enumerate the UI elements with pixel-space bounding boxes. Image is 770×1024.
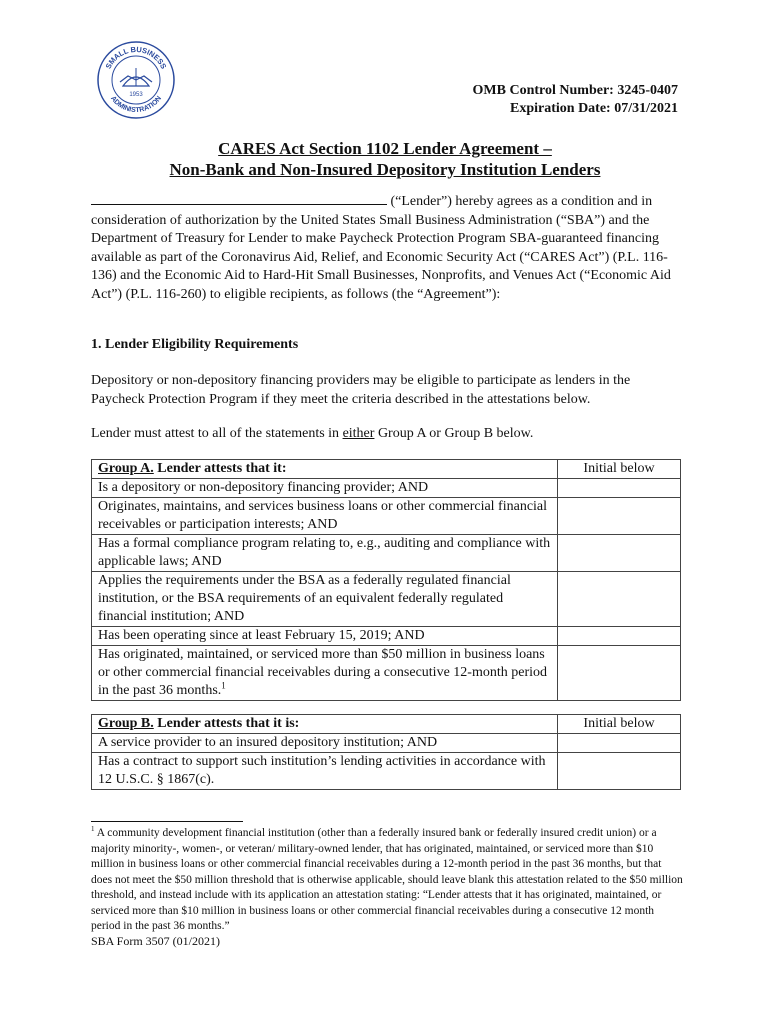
intro-paragraph [91, 192, 683, 304]
initial-field[interactable] [558, 572, 681, 627]
table-row [92, 715, 681, 734]
eligibility-paragraph: Depository or non-depository financing providers may be eligible to participate as lenders in the Paycheck Protection Program if they meet the criteria described in the attestations below. [91, 373, 631, 407]
group-a-initial-header: Initial below [558, 460, 681, 479]
group-a-item: Has been operating since at least February 15, 2019; AND [92, 627, 558, 646]
group-a-item: Is a depository or non-depository financing provider; AND [92, 479, 558, 498]
group-a-item: Applies the requirements under the BSA as a federally regulated financial institution, or the BSA requirements of an equivalent federally regulated financial institution; AND [92, 572, 558, 627]
group-b-item: Has a contract to support such institution’s lending activities in accordance with 12 U.S.C. § 1867(c). [92, 753, 558, 790]
group-a-header: Group A. Lender attests that it: [92, 460, 558, 479]
table-row [92, 646, 681, 701]
lender-name-blank[interactable] [91, 192, 387, 205]
table-row [92, 627, 681, 646]
initial-field[interactable] [558, 479, 681, 498]
svg-text:ADMINISTRATION: ADMINISTRATION [108, 95, 164, 115]
either-emphasis: either [342, 426, 375, 441]
table-row [92, 479, 681, 498]
sba-seal-logo [96, 40, 176, 120]
initial-field[interactable] [558, 753, 681, 790]
table-row [92, 753, 681, 790]
footnote-text: A community development financial institution (other than a federally insured bank or federally insured credit union) or a majority minority-, women-, or veteran/ military-owned lender, that has originated, maintained, or serviced more than $10 million in business loans or other commercial financial receivables during a 12-month period in the past 36 months, but that does not meet the $50 million threshold that is otherwise applicable, should leave blank this attestation related to the $50 million threshold, and instead include with its application an attestation stating: “Lender attests that it has originated, maintained, or serviced more than $10 million in business loans or other commercial financial receivables during a consecutive 12 month period in the past 36 months.” [91, 827, 683, 932]
intro-text: (“Lender”) hereby agrees as a condition and in consideration of authorization by the United States Small Business Administration (“SBA”) and the Department of Treasury for Lender to make Paycheck Protection Program SBA-guaranteed financing available as part of the Coronavirus Aid, Relief, and Economic Security Act (“CARES Act”) (P.L. 116-136) and the Economic Aid to Hard-Hit Small Businesses, Nonprofits, and Venues Act (“Economic Aid Act”) (P.L. 116-260) to eligible recipients, as follows (the “Agreement”): [91, 194, 671, 302]
section-1-heading: 1. Lender Eligibility Requirements [91, 337, 299, 352]
expiration-date: Expiration Date: 07/31/2021 [510, 101, 678, 116]
table-row [92, 535, 681, 572]
table-row [92, 734, 681, 753]
form-identifier: SBA Form 3507 (01/2021) [91, 934, 221, 948]
footnote-marker: 1 [91, 825, 95, 834]
table-row [92, 572, 681, 627]
title-line-2: Non-Bank and Non-Insured Depository Institution Lenders [169, 160, 601, 179]
footnote-divider [91, 821, 243, 822]
group-a-item: Originates, maintains, and services business loans or other commercial financial receivables or participation interests; AND [92, 498, 558, 535]
document-title [0, 138, 770, 180]
footnote [91, 826, 683, 935]
attest-instruction: Lender must attest to all of the statements in either Group A or Group B below. [91, 426, 534, 441]
initial-field[interactable] [558, 734, 681, 753]
initial-field[interactable] [558, 535, 681, 572]
table-row [92, 498, 681, 535]
title-line-1: CARES Act Section 1102 Lender Agreement – [218, 139, 552, 158]
initial-field[interactable] [558, 627, 681, 646]
initial-field[interactable] [558, 646, 681, 701]
table-row [92, 460, 681, 479]
initial-field[interactable] [558, 498, 681, 535]
group-b-item: A service provider to an insured depository institution; AND [92, 734, 558, 753]
svg-text:SMALL BUSINESS: SMALL BUSINESS [103, 44, 169, 71]
group-a-table [91, 459, 681, 701]
group-a-item: Has a formal compliance program relating to, e.g., auditing and compliance with applicable laws; AND [92, 535, 558, 572]
group-b-table [91, 714, 681, 790]
svg-text:1953: 1953 [129, 92, 143, 98]
omb-control-number: OMB Control Number: 3245-0407 [472, 83, 678, 98]
group-a-item: Has originated, maintained, or serviced more than $50 million in business loans or other commercial financial receivables during a consecutive 12-month period in the past 36 months.$^1$ [92, 646, 558, 701]
group-b-initial-header: Initial below [558, 715, 681, 734]
footnote-ref[interactable]: 1 [221, 680, 226, 691]
group-b-header: Group B. Lender attests that it is: [92, 715, 558, 734]
omb-block [473, 82, 678, 118]
